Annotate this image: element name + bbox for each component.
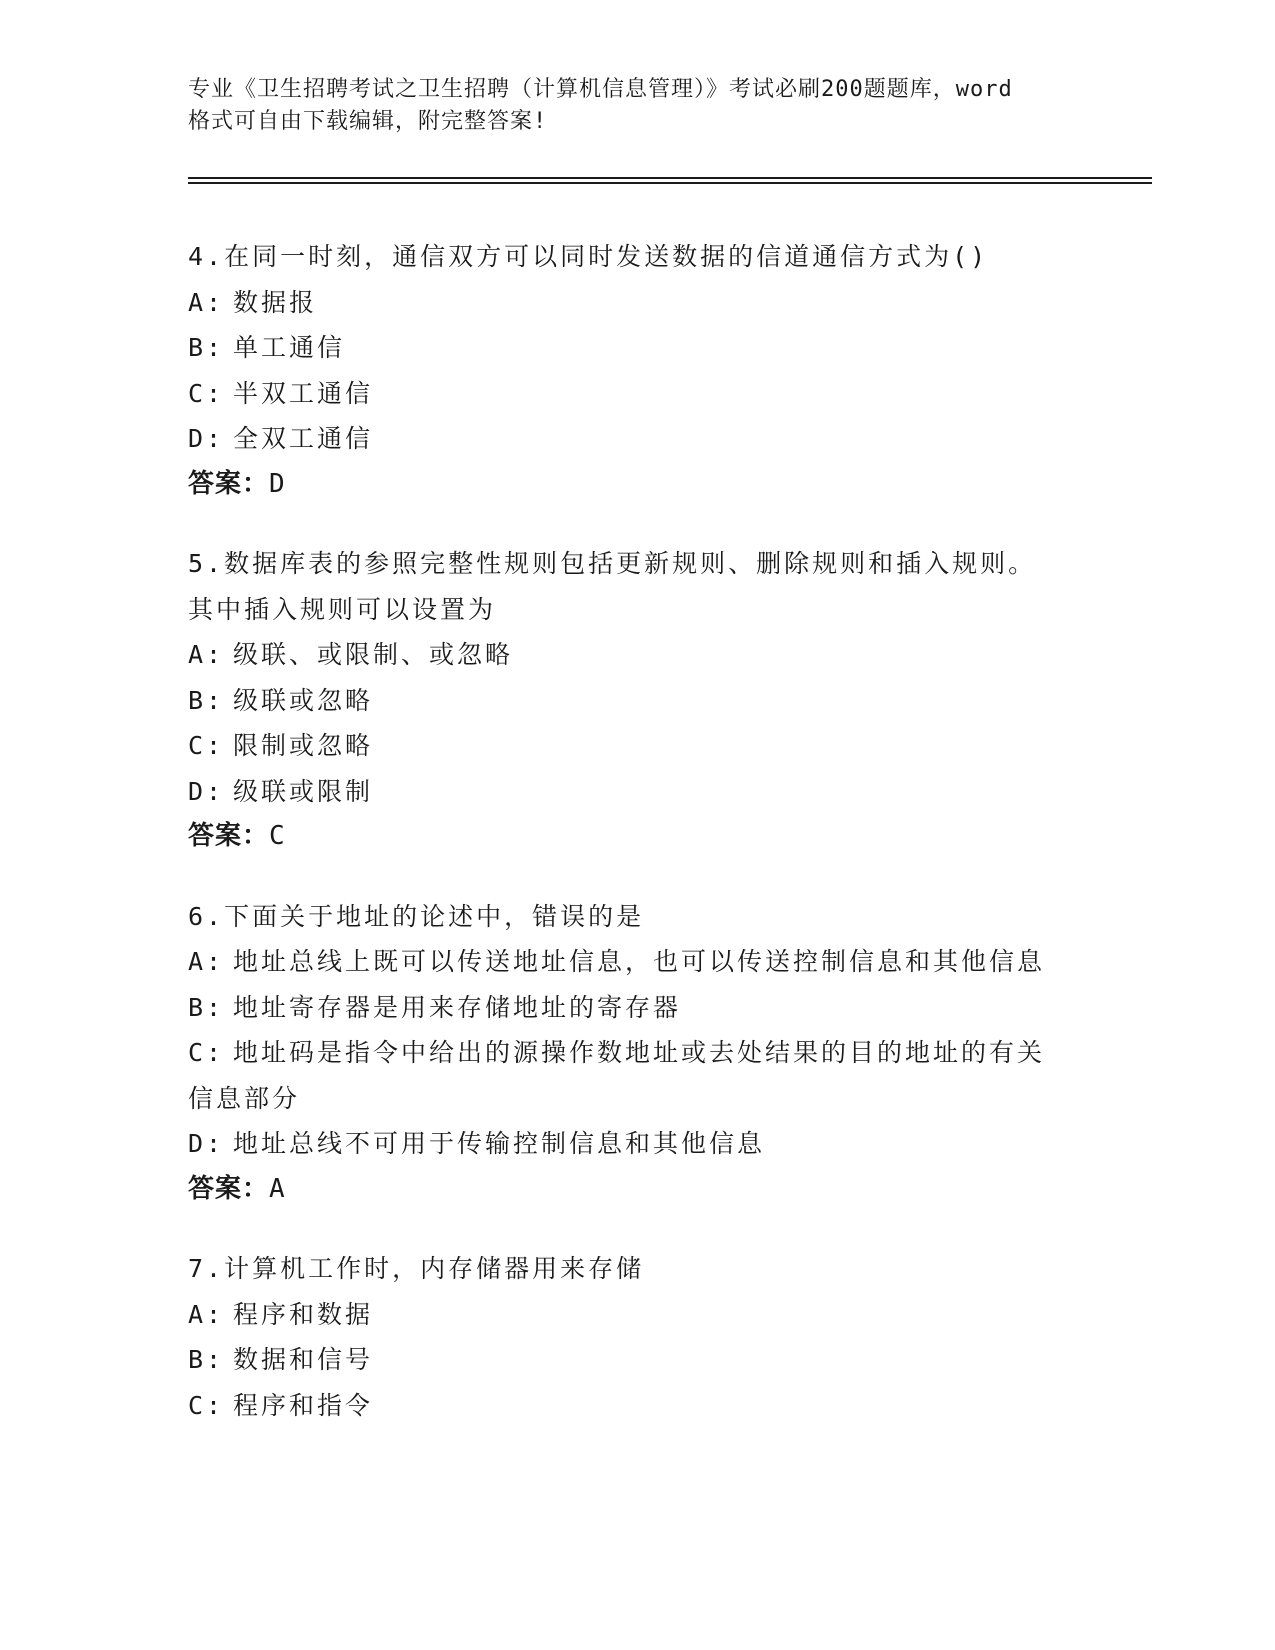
question-stem: 5.数据库表的参照完整性规则包括更新规则、删除规则和插入规则。 — [188, 549, 1037, 578]
option-text: 地址总线上既可以传送地址信息，也可以传送控制信息和其他信息 — [233, 947, 1046, 976]
option-text: 数据报 — [233, 287, 318, 317]
option-text: 全双工通信 — [233, 424, 374, 453]
option-letter: B: — [188, 333, 225, 362]
header-title-line-1: 专业《卫生招聘考试之卫生招聘（计算机信息管理）》考试必刷200题题库，word — [188, 77, 1013, 102]
header-divider-top — [188, 177, 1152, 179]
answer-option — [188, 1337, 1088, 1383]
question-block — [188, 541, 1088, 860]
answer-option — [188, 769, 1088, 815]
option-text: 地址总线不可用于传输控制信息和其他信息 — [233, 1129, 766, 1158]
option-text: 级联、或限制、或忽略 — [233, 640, 514, 669]
option-letter: B: — [188, 1345, 225, 1374]
answer-value: D — [269, 468, 286, 499]
question-stem: 6.下面关于地址的论述中，错误的是 — [188, 901, 645, 931]
answer-line — [188, 1167, 1088, 1213]
option-text: 半双工通信 — [233, 378, 374, 408]
option-letter: C: — [188, 1038, 225, 1067]
header-divider-bottom — [188, 182, 1152, 184]
option-letter: D: — [188, 424, 225, 453]
option-letter: D: — [188, 1129, 225, 1158]
option-text: 地址寄存器是用来存储地址的寄存器 — [233, 992, 682, 1022]
answer-value: C — [269, 821, 286, 851]
answer-label: 答案： — [188, 821, 270, 851]
question-list — [188, 234, 1088, 1462]
answer-option — [188, 1292, 1088, 1338]
option-letter: B: — [188, 685, 225, 715]
answer-line — [188, 462, 1088, 508]
document-header — [188, 74, 1088, 138]
answer-option — [188, 1121, 1088, 1167]
option-letter: C: — [188, 378, 225, 408]
option-letter: A: — [188, 947, 225, 976]
answer-label: 答案： — [188, 1173, 270, 1204]
option-letter: A: — [188, 1299, 225, 1329]
option-text: 程序和指令 — [233, 1390, 374, 1420]
answer-option — [188, 1383, 1088, 1429]
answer-option — [188, 325, 1088, 371]
option-text: 程序和数据 — [233, 1299, 374, 1329]
question-block — [188, 234, 1088, 507]
question-stem: 4.在同一时刻，通信双方可以同时发送数据的信道通信方式为() — [188, 242, 989, 271]
option-text: 单工通信 — [233, 333, 346, 362]
answer-option — [188, 1030, 1088, 1076]
question-block — [188, 1246, 1088, 1428]
question-block — [188, 894, 1088, 1213]
answer-option — [188, 632, 1088, 678]
option-text: 数据和信号 — [233, 1345, 374, 1374]
option-letter: C: — [188, 1390, 225, 1420]
answer-option — [188, 939, 1088, 985]
option-letter: C: — [188, 731, 225, 760]
answer-option — [188, 1076, 1088, 1122]
answer-option — [188, 985, 1088, 1031]
option-letter: A: — [188, 287, 225, 317]
option-text: 地址码是指令中给出的源操作数地址或去处结果的目的地址的有关 — [233, 1038, 1046, 1067]
answer-option — [188, 371, 1088, 417]
option-text: 限制或忽略 — [233, 731, 374, 760]
option-text: 级联或限制 — [233, 776, 374, 806]
answer-label: 答案： — [188, 468, 270, 499]
question-stem: 其中插入规则可以设置为 — [188, 594, 497, 624]
option-letter: D: — [188, 776, 225, 806]
answer-option — [188, 280, 1088, 326]
answer-option — [188, 678, 1088, 724]
answer-value: A — [269, 1173, 286, 1204]
header-title-line-2: 格式可自由下载编辑，附完整答案! — [188, 109, 548, 134]
option-letter: B: — [188, 992, 225, 1022]
question-stem: 7.计算机工作时，内存储器用来存储 — [188, 1254, 645, 1283]
option-text: 级联或忽略 — [233, 685, 374, 715]
answer-option — [188, 723, 1088, 769]
answer-option — [188, 416, 1088, 462]
option-letter: A: — [188, 640, 225, 669]
answer-line — [188, 814, 1088, 860]
option-text: 信息部分 — [188, 1083, 301, 1113]
